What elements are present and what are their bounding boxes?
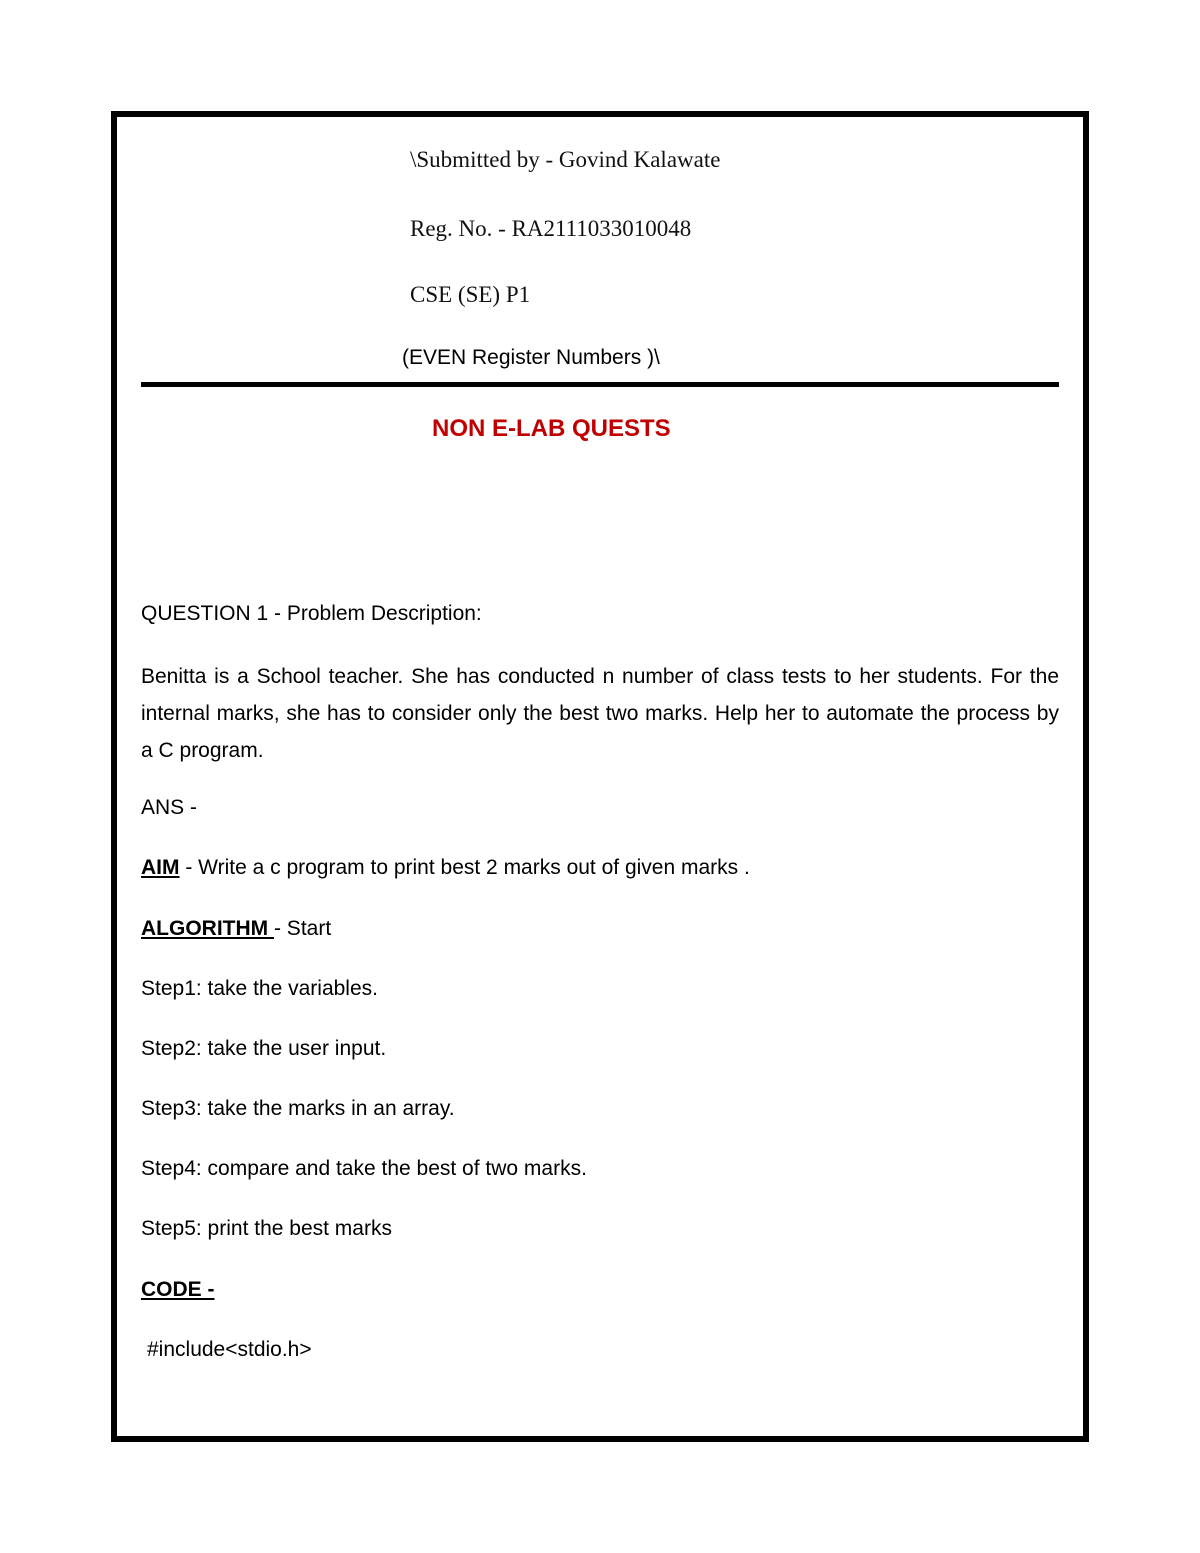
code-line: #include<stdio.h> xyxy=(147,1338,312,1361)
algorithm-step: Step4: compare and take the best of two marks. xyxy=(141,1157,587,1180)
page-border xyxy=(111,111,1089,1442)
algorithm-step: Step5: print the best marks xyxy=(141,1217,392,1240)
header-divider xyxy=(141,382,1059,387)
page-heading: NON E-LAB QUESTS xyxy=(432,415,671,442)
section-label: CSE (SE) P1 xyxy=(410,282,531,307)
aim-text: - Write a c program to print best 2 marks out of given marks . xyxy=(179,856,750,879)
algorithm-label: ALGORITHM xyxy=(141,917,274,940)
algorithm-step: Step3: take the marks in an array. xyxy=(141,1097,455,1120)
code-label: CODE - xyxy=(141,1278,215,1301)
question-description: Benitta is a School teacher. She has conducted n number of class tests to her students. For the internal marks, she has to consider only the best two marks. Help her to automate the process by a C program. xyxy=(141,665,1059,762)
algorithm-step: Step2: take the user input. xyxy=(141,1037,387,1060)
ans-label: ANS - xyxy=(141,796,198,819)
register-note: (EVEN Register Numbers )\ xyxy=(402,346,660,369)
submitted-by: \Submitted by - Govind Kalawate xyxy=(410,147,721,172)
question-title: QUESTION 1 - Problem Description: xyxy=(141,602,482,625)
registration-number: Reg. No. - RA2111033010048 xyxy=(410,216,692,241)
algorithm-text: - Start xyxy=(273,917,332,940)
aim-label: AIM xyxy=(141,856,180,879)
algorithm-step: Step1: take the variables. xyxy=(141,977,378,1000)
aim-line xyxy=(141,856,750,880)
algorithm-line xyxy=(141,917,331,941)
